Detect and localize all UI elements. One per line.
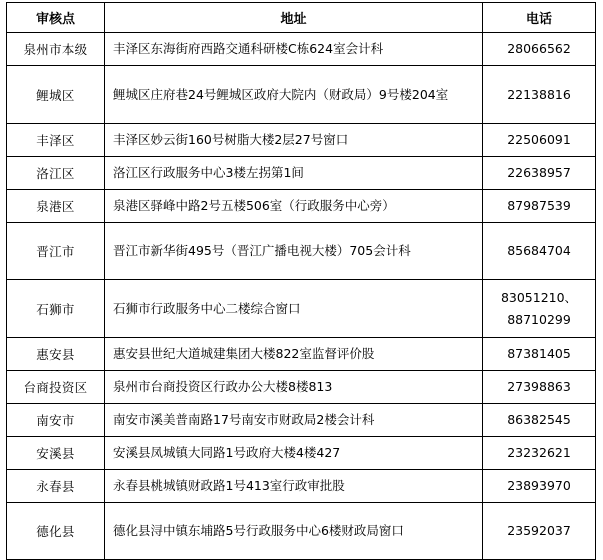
- audit-point-cell: 晋江市: [7, 223, 105, 280]
- phone-number: 23232621: [507, 445, 571, 460]
- phone-number: 83051210、: [500, 289, 578, 305]
- audit-point-cell: 台商投资区: [7, 371, 105, 404]
- address-cell: 泉州市台商投资区行政办公大楼8楼813: [105, 371, 483, 404]
- header-address: 地址: [105, 3, 483, 33]
- table-row: [7, 190, 596, 223]
- phone-number: 86382545: [507, 412, 571, 427]
- phone-number: 85684704: [507, 243, 571, 258]
- table-row: [7, 371, 596, 404]
- table-row: [7, 470, 596, 503]
- phone-cell: [483, 470, 596, 503]
- phone-number: 22506091: [507, 132, 571, 147]
- address-cell: 洛江区行政服务中心3楼左拐第1间: [105, 157, 483, 190]
- phone-cell: [483, 190, 596, 223]
- phone-cell: [483, 223, 596, 280]
- audit-point-cell: 安溪县: [7, 437, 105, 470]
- header-point: 审核点: [7, 3, 105, 33]
- table-row: [7, 66, 596, 124]
- audit-point-cell: 惠安县: [7, 338, 105, 371]
- phone-cell: [483, 371, 596, 404]
- audit-point-cell: 德化县: [7, 503, 105, 560]
- table-row: [7, 33, 596, 66]
- phone-cell: [483, 404, 596, 437]
- audit-point-cell: 鲤城区: [7, 66, 105, 124]
- phone-cell: [483, 33, 596, 66]
- phone-cell: [483, 338, 596, 371]
- audit-point-cell: 泉州市本级: [7, 33, 105, 66]
- audit-point-cell: 石狮市: [7, 280, 105, 338]
- phone-number: 87381405: [507, 346, 571, 361]
- table-row: [7, 280, 596, 338]
- phone-cell: [483, 280, 596, 338]
- audit-point-cell: 洛江区: [7, 157, 105, 190]
- address-cell: 惠安县世纪大道城建集团大楼822室监督评价股: [105, 338, 483, 371]
- phone-number: 22638957: [507, 165, 571, 180]
- phone-number: 88710299: [507, 311, 571, 327]
- phone-number: 87987539: [507, 198, 571, 213]
- audit-point-cell: 泉港区: [7, 190, 105, 223]
- address-cell: 安溪县凤城镇大同路1号政府大楼4楼427: [105, 437, 483, 470]
- address-cell: 丰泽区东海街府西路交通科研楼C栋624室会计科: [105, 33, 483, 66]
- audit-point-cell: 永春县: [7, 470, 105, 503]
- phone-cell: [483, 503, 596, 560]
- phone-number: 23893970: [507, 478, 571, 493]
- table-row: [7, 437, 596, 470]
- phone-cell: [483, 66, 596, 124]
- table-row: [7, 157, 596, 190]
- address-cell: 南安市溪美普南路17号南安市财政局2楼会计科: [105, 404, 483, 437]
- address-cell: 鲤城区庄府巷24号鲤城区政府大院内（财政局）9号楼204室: [105, 66, 483, 124]
- phone-number: 28066562: [507, 41, 571, 56]
- phone-cell: [483, 124, 596, 157]
- address-cell: 泉港区驿峰中路2号五楼506室（行政服务中心旁）: [105, 190, 483, 223]
- phone-number: 22138816: [507, 86, 571, 102]
- phone-number: 27398863: [507, 379, 571, 394]
- phone-cell: [483, 437, 596, 470]
- audit-points-table: [6, 2, 596, 560]
- address-cell: 德化县浔中镇东埔路5号行政服务中心6楼财政局窗口: [105, 503, 483, 560]
- table-body: [7, 33, 596, 560]
- table-header-row: [7, 3, 596, 33]
- table-row: [7, 404, 596, 437]
- header-phone: 电话: [483, 3, 596, 33]
- address-cell: 石狮市行政服务中心二楼综合窗口: [105, 280, 483, 338]
- phone-number: 23592037: [507, 523, 571, 538]
- table-row: [7, 124, 596, 157]
- table-row: [7, 338, 596, 371]
- audit-point-cell: 南安市: [7, 404, 105, 437]
- address-cell: 晋江市新华街495号（晋江广播电视大楼）705会计科: [105, 223, 483, 280]
- audit-point-cell: 丰泽区: [7, 124, 105, 157]
- address-cell: 永春县桃城镇财政路1号413室行政审批股: [105, 470, 483, 503]
- address-cell: 丰泽区妙云街160号树脂大楼2层27号窗口: [105, 124, 483, 157]
- table-row: [7, 223, 596, 280]
- table-row: [7, 503, 596, 560]
- phone-cell: [483, 157, 596, 190]
